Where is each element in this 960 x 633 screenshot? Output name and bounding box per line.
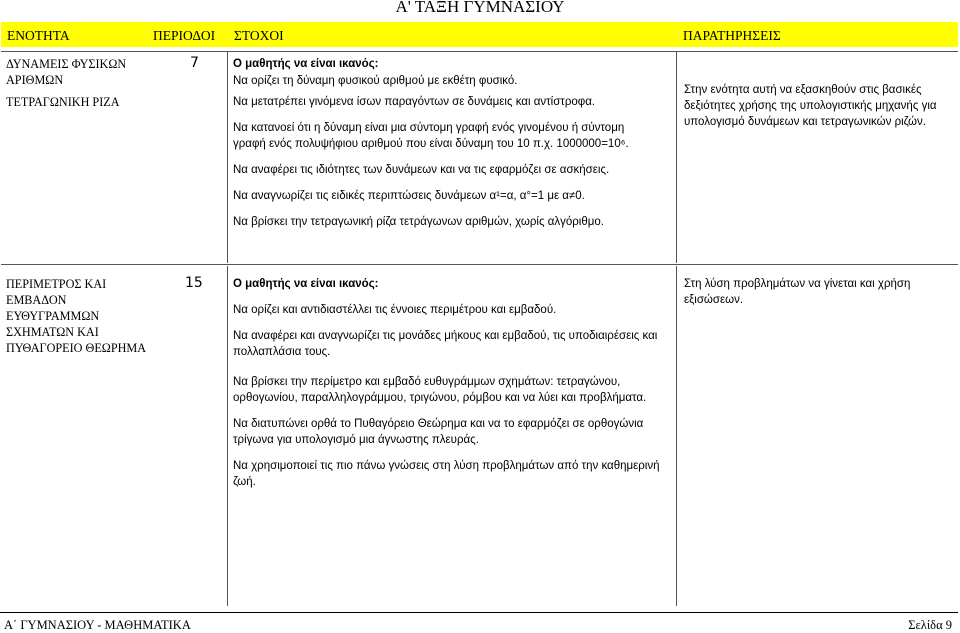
header-goals: ΣΤΟΧΟΙ [234,28,284,43]
unit-line: ΕΥΘΥΓΡΑΜΜΩΝ [6,309,100,323]
row2-periods: 15 [185,275,203,291]
footer-rule [0,612,958,613]
goal-item: Να κατανοεί ότι η δύναμη είναι μια σύντομη γραφή ενός γινομένου ή σύντομη γραφή ενός πολυψήφιου αριθμού που είναι δύναμη του 10 π.χ. 1000000=10⁶. [233,122,629,150]
unit-line: ΠΥΘΑΓΟΡΕΙΟ ΘΕΩΡΗΜΑ [6,341,147,355]
row2-unit [6,276,151,356]
goal-item: Να βρίσκει την τετραγωνική ρίζα τετράγωνων αριθμών, χωρίς αλγόριθμο. [233,216,604,228]
row2-notes: Στη λύση προβλημάτων να γίνεται και χρήση εξισώσεων. [684,278,911,306]
unit-line: ΔΥΝΑΜΕΙΣ ΦΥΣΙΚΩΝ [6,57,127,71]
goal-item: Να μετατρέπει γινόμενα ίσων παραγόντων σε δυνάμεις και αντίστροφα. [233,96,596,108]
table-header [1,22,958,47]
goal-item: Να αναφέρει τις ιδιότητες των δυνάμεων και να τις εφαρμόζει σε ασκήσεις. [233,164,610,176]
header-notes: ΠΑΡΑΤΗΡΗΣΕΙΣ [683,28,781,43]
unit-subtitle: ΤΕΤΡΑΓΩΝΙΚΗ ΡΙΖΑ [6,95,120,109]
goal-item: Να βρίσκει την περίμετρο και εμβαδό ευθυγράμμων σχημάτων: τετραγώνου, ορθογωνίου, παραλληλογράμμου, τριγώνου, ρόμβου και να λύει και προβλήματα. [233,376,647,404]
row1-goals [233,56,673,230]
row2-goals [233,276,678,490]
row-divider [1,51,958,52]
unit-line: ΑΡΙΘΜΩΝ [6,73,64,87]
goal-item: Να χρησιμοποιεί τις πιο πάνω γνώσεις στη λύση προβλημάτων από την καθημερινή ζωή. [233,460,660,488]
goal-item: Να αναγνωρίζει τις ειδικές περιπτώσεις δυνάμεων α¹=α, α°=1 με α≠0. [233,190,585,202]
column-divider [676,52,677,263]
footer-page-number: Σελίδα 9 [908,618,952,632]
goals-intro: Ο μαθητής να είναι ικανός: [233,58,379,70]
goals-intro: Ο μαθητής να είναι ικανός: [233,278,379,290]
header-unit: ΕΝΟΤΗΤΑ [7,28,70,43]
goal-item: Να διατυπώνει ορθά το Πυθαγόρειο Θεώρημα και να το εφαρμόζει σε ορθογώνια τρίγωνα για υπολογισμό μια άγνωστης πλευράς. [233,418,644,446]
row1-unit [6,56,146,110]
column-divider [227,266,228,606]
goal-item: Να ορίζει τη δύναμη φυσικού αριθμού με εκθέτη φυσικό. [233,75,518,87]
header-periods: ΠΕΡΙΟΔΟΙ [153,28,216,43]
unit-line: ΠΕΡΙΜΕΤΡΟΣ ΚΑΙ [6,277,107,291]
row1-notes: Στην ενότητα αυτή να εξασκηθούν στις βασικές δεξιότητες χρήσης της υπολογιστικής μηχανής για υπολογισμό δυνάμεων και τετραγωνικών ριζών. [684,84,937,128]
page-title: Α' ΤΑΞΗ ΓΥΜΝΑΣΙΟΥ [395,0,565,16]
unit-line: ΣΧΗΜΑΤΩΝ ΚΑΙ [6,325,99,339]
row1-periods: 7 [190,55,199,71]
goal-item: Να αναφέρει και αναγνωρίζει τις μονάδες μήκους και εμβαδού, τις υποδιαιρέσεις και πολλαπλάσια τους. [233,330,658,358]
column-divider [227,52,228,263]
unit-line: ΕΜΒΑΔΟΝ [6,293,67,307]
row-divider [1,264,958,265]
goal-item: Να ορίζει και αντιδιαστέλλει τις έννοιες περιμέτρου και εμβαδού. [233,304,557,316]
footer-left: Α΄ ΓΥΜΝΑΣΙΟΥ - ΜΑΘΗΜΑΤΙΚΑ [4,618,191,632]
